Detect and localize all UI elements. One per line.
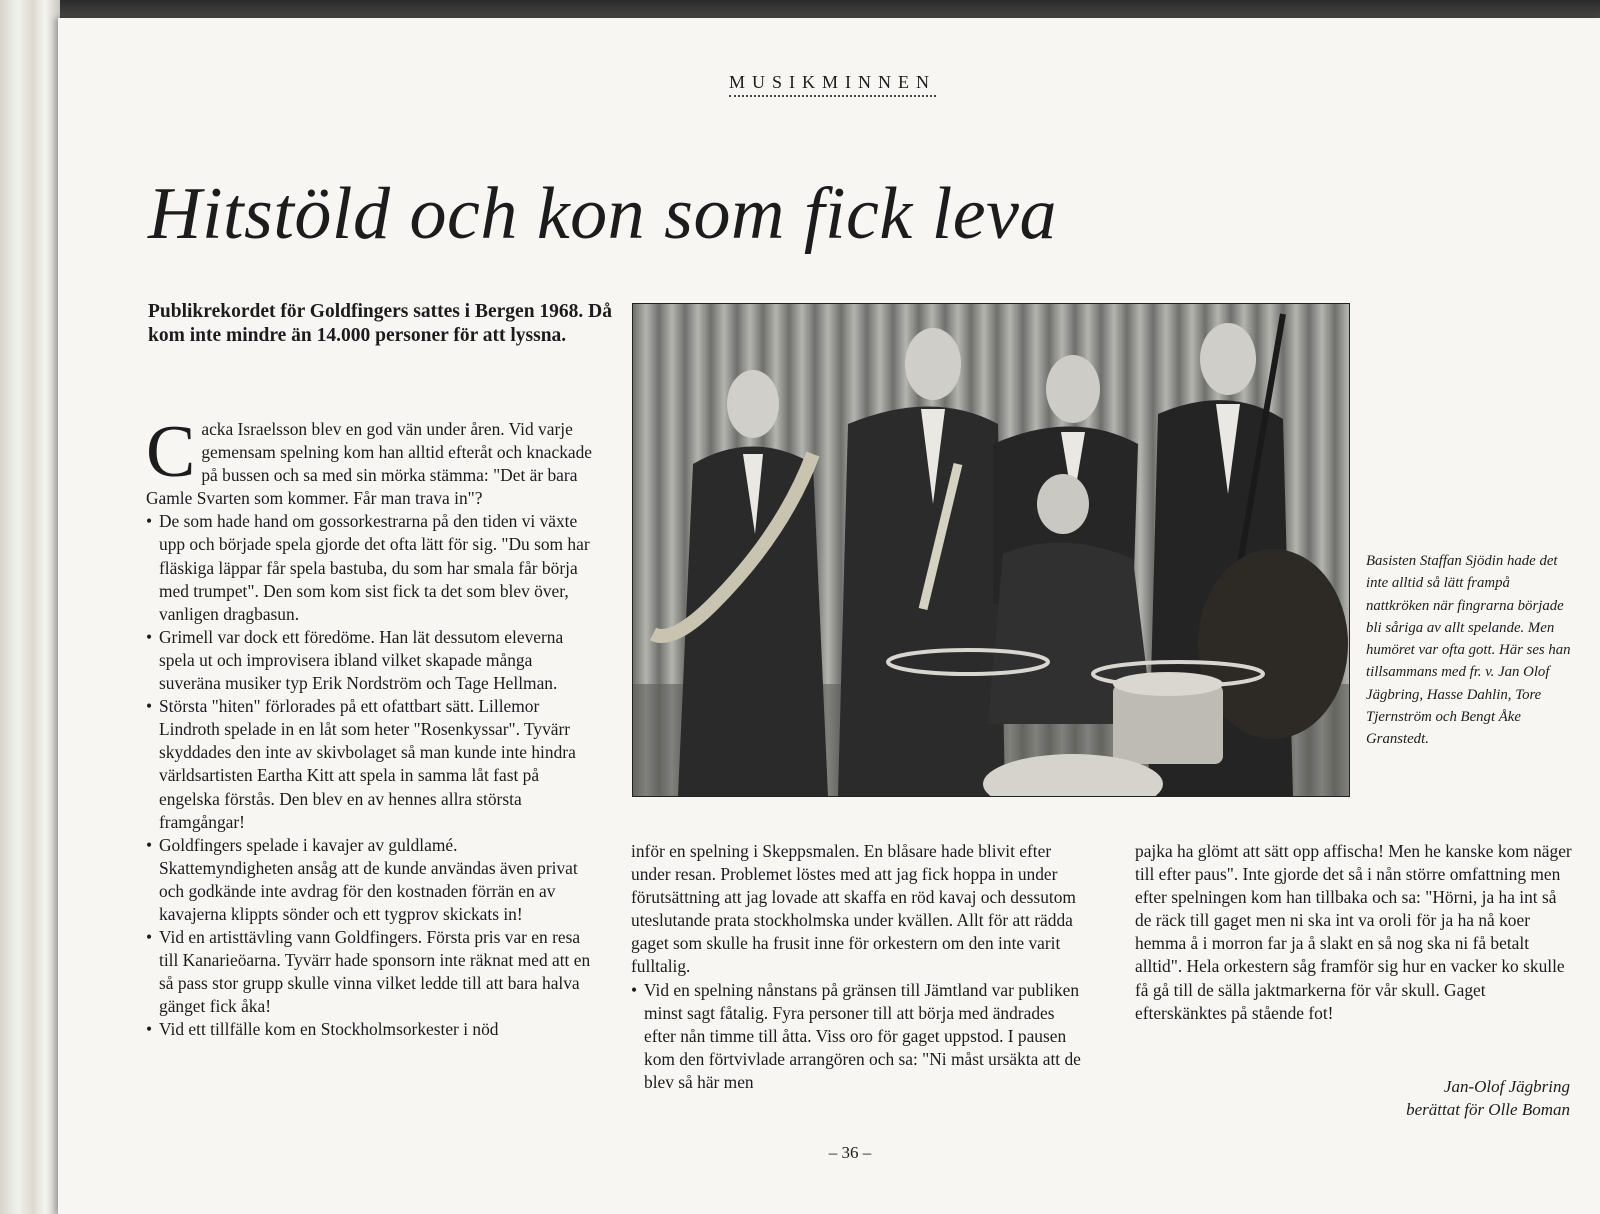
list-item: • Vid en artisttävling vann Goldfingers. Första pris var en resa till Kanarieöarna. Tyvärr hade sponsorn inte räknat med att en så pass stor grupp skulle vinna vilket ledde till att bara halva gänget fick åka! xyxy=(146,926,596,1018)
article-lead: Publikrekordet för Goldfingers sattes i Bergen 1968. Då kom inte mindre än 14.000 personer för att lyssna. xyxy=(148,301,613,346)
byline-told-to: berättat för Olle Boman xyxy=(1406,1100,1570,1119)
article-headline: Hitstöld och kon som fick leva xyxy=(148,173,1057,255)
intro-text: acka Israelsson blev en god vän under åren. Vid varje gemensam spelning kom han alltid efteråt och knackade på bussen och sa med sin mörka stämma: "Det är bara Gamle Svarten som kommer. Får man trava in"? xyxy=(146,419,593,509)
list-item: • Vid ett tillfälle kom en Stockholmsorkester i nöd xyxy=(146,1018,596,1041)
article-column-1 xyxy=(146,411,596,1042)
list-item: • Största "hiten" förlorades på ett ofattbart sätt. Lillemor Lindroth spelade in en låt som heter "Rosenkyssar". Tyvärr skyddades den inte av skivbolaget så man kunde inte hindra världsartisten Eartha Kitt att spela in samma låt fast på engelska förstås. Den blev en av hennes allra största framgångar! xyxy=(146,695,596,834)
intro-paragraph xyxy=(146,411,596,510)
anecdote-list xyxy=(146,510,596,1041)
byline xyxy=(1320,1075,1570,1121)
list-item: • Grimell var dock ett föredöme. Han lät dessutom eleverna spela ut och improvisera ibland vilket skapade många suveräna musiker typ Erik Nordström och Tage Hellman. xyxy=(146,626,596,695)
continuation-paragraph: inför en spelning i Skeppsmalen. En blåsare hade blivit efter under resan. Problemet löstes med att jag fick hoppa in under förutsättning att jag lovade att skaffa en röd kavaj och dessutom uteslutande prata stockholmska under kvällen. Allt för att rädda gaget som skulle ha frusit inne för orkestern om den inte varit fulltalig. xyxy=(631,841,1076,977)
book-spine xyxy=(0,0,60,1214)
section-label: MUSIKMINNEN xyxy=(729,72,936,97)
photo-caption: Basisten Staffan Sjödin hade det inte alltid så lätt frampå nattkröken när fingrarna började bli såriga av allt spelande. Men humöret var ofta gott. Här ses han tillsammans med fr. v. Jan Olof Jägbring, Hasse Dahlin, Tore Tjernström och Bengt Åke Granstedt. xyxy=(1366,553,1571,748)
page-number: – 36 – xyxy=(828,1143,872,1162)
list-item: • Goldfingers spelade i kavajer av guldlamé. Skattemyndigheten ansåg att de kunde användas även privat och godkände inte avdrag för den kostnaden förrän en av kavajerna klippts sönder och ett tygprov skickats in! xyxy=(146,834,596,926)
article-column-3 xyxy=(1135,840,1575,1025)
drop-cap: C xyxy=(146,411,196,493)
anecdote-list xyxy=(631,979,1083,1094)
article-column-2 xyxy=(631,840,1083,1094)
band-photo-image xyxy=(633,304,1349,796)
list-item: • Vid en spelning nånstans på gränsen till Jämtland var publiken minst sagt fåtalig. Fyra personer till att börja med ändrades efter nån timme till åtta. Viss oro för gaget uppstod. I pausen kom den förtvivlade arrangören och sa: "Ni måst ursäkta att de blev så här men xyxy=(631,979,1083,1094)
byline-author: Jan-Olof Jägbring xyxy=(1443,1077,1570,1096)
band-photo xyxy=(632,303,1350,797)
list-item: • De som hade hand om gossorkestrarna på den tiden vi växte upp och började spela gjorde det ofta lätt för sig. "Du som har fläskiga läppar får spela bastuba, du som har smala får börja med trumpet". Den som kom sist fick ta det som blev över, vanligen dragbasun. xyxy=(146,510,596,625)
closing-paragraph: pajka ha glömt att sätt opp affischa! Men he kanske kom näger till efter paus". Inte gjorde det så i nån större omfattning men efter spelningen kom han tillbaka och sa: "Hörni, ja ha int så de räck till gaget men ni ska int va oroli för ja ha nå koer hemma å i morron far ja å slakt en så nog ska ni få betalt alltid". Hela orkestern såg framför sig hur en vacker ko skulle få gå till de sälla jaktmarkerna för vår skull. Gaget efterskänktes på stående fot! xyxy=(1135,841,1572,1023)
